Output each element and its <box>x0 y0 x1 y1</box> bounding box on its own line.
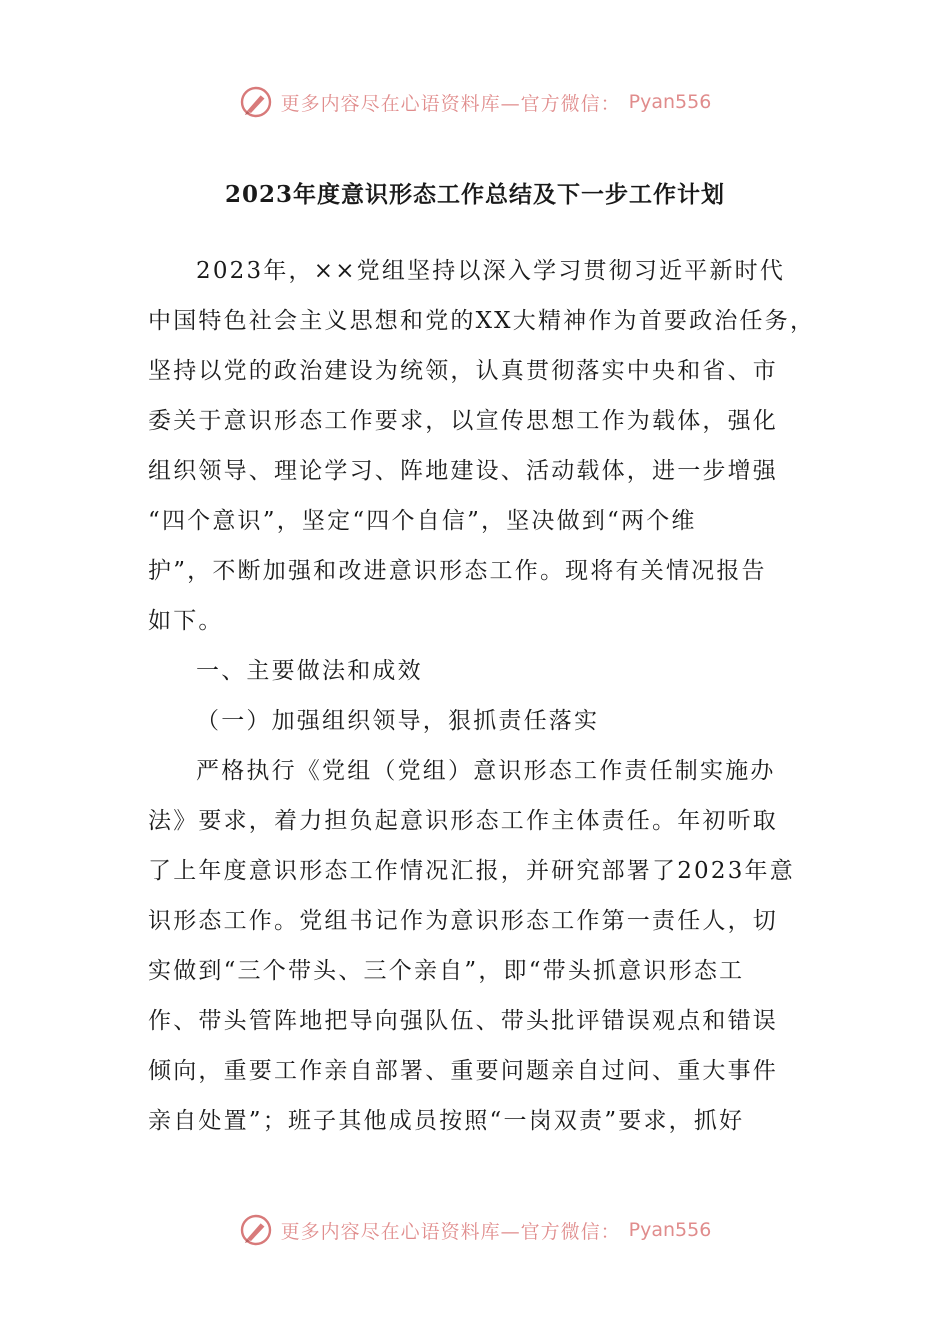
text-line: 识形态工作。党组书记作为意识形态工作第一责任人，切 <box>148 908 778 934</box>
text-line: 2023年，××党组坚持以深入学习贯彻习近平新时代 <box>196 258 786 284</box>
subsection-heading-text: （一）加强组织领导，狠抓责任落实 <box>196 708 600 734</box>
watermark-header <box>0 82 950 122</box>
watermark-wechat-id: Pyan556 <box>628 91 712 113</box>
text-line: 倾向，重要工作亲自部署、重要问题亲自过问、重大事件 <box>148 1058 778 1084</box>
pen-circle-logo-icon <box>239 85 273 119</box>
text-line: “四个意识”，坚定“四个自信”，坚决做到“两个维 <box>148 508 697 534</box>
text-line: 中国特色社会主义思想和党的XX大精神作为首要政治任务， <box>148 308 816 334</box>
watermark-footer <box>0 1210 950 1250</box>
watermark-wechat-id: Pyan556 <box>628 1219 712 1241</box>
subsection-heading-1 <box>148 696 798 746</box>
text-line: 护”，不断加强和改进意识形态工作。现将有关情况报告 <box>148 558 767 584</box>
paragraph-intro <box>148 246 816 646</box>
text-line: 法》要求，着力担负起意识形态工作主体责任。年初听取 <box>148 808 778 834</box>
paragraph-responsibility <box>148 746 798 1146</box>
document-body <box>148 246 816 1146</box>
text-line: 委关于意识形态工作要求，以宣传思想工作为载体，强化 <box>148 408 778 434</box>
document-title: 2023年度意识形态工作总结及下一步工作计划 <box>224 181 725 208</box>
watermark-text: 更多内容尽在心语资料库—官方微信： <box>280 92 621 115</box>
text-line: 严格执行《党组（党组）意识形态工作责任制实施办 <box>196 758 776 784</box>
text-line: 如下。 <box>148 608 224 634</box>
text-line: 坚持以党的政治建设为统领，认真贯彻落实中央和省、市 <box>148 358 778 384</box>
section-heading-text: 一、主要做法和成效 <box>196 658 423 684</box>
text-line: 实做到“三个带头、三个亲自”，即“带头抓意识形态工 <box>148 958 745 984</box>
watermark-text: 更多内容尽在心语资料库—官方微信： <box>280 1220 621 1243</box>
text-line: 组织领导、理论学习、阵地建设、活动载体，进一步增强 <box>148 458 778 484</box>
text-line: 亲自处置”；班子其他成员按照“一岗双责”要求，抓好 <box>148 1108 745 1134</box>
text-line: 了上年度意识形态工作情况汇报，并研究部署了2023年意 <box>148 858 795 884</box>
text-line: 作、带头管阵地把导向强队伍、带头批评错误观点和错误 <box>148 1008 778 1034</box>
section-heading-1 <box>148 646 798 696</box>
pen-circle-logo-icon <box>239 1213 273 1247</box>
